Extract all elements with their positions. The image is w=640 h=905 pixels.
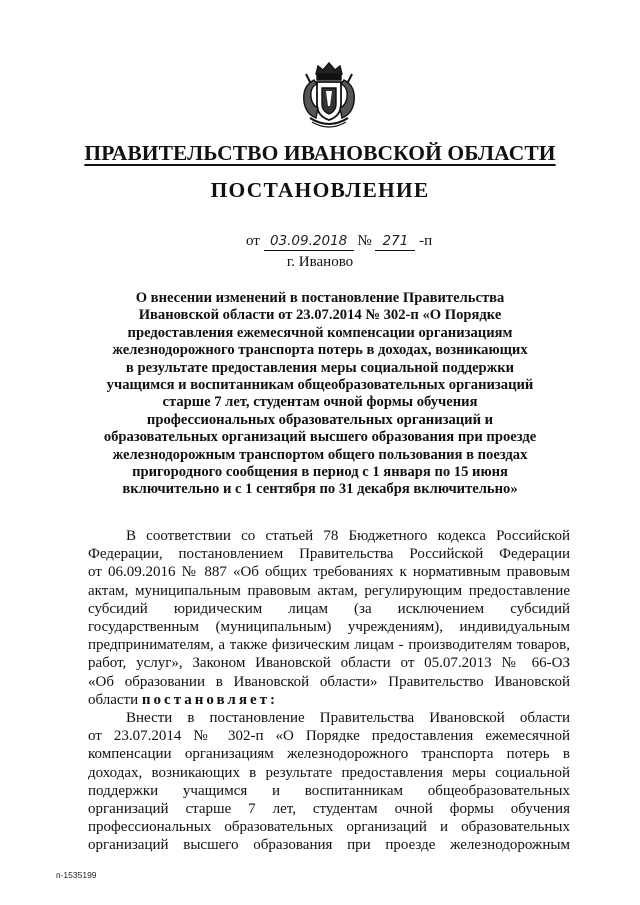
paragraph2-line: Внести в постановление Правительства Ивановской области bbox=[126, 710, 570, 727]
paragraph2-line: от 23.07.2014 № 302-п «О Порядке предоставления ежемесячной bbox=[88, 728, 570, 745]
body-line: от 06.09.2016 № 887 «Об общих требованиях к нормативным правовым bbox=[88, 564, 570, 581]
title-line: железнодорожным транспортом общего пользования в поездах bbox=[112, 446, 528, 463]
coat-of-arms-icon bbox=[296, 60, 362, 130]
body-line-resolves bbox=[88, 691, 570, 709]
organization-title: ПРАВИТЕЛЬСТВО ИВАНОВСКОЙ ОБЛАСТИ bbox=[84, 141, 556, 165]
body-line: Федерации, постановлением Правительства Российской Федерации bbox=[88, 546, 570, 563]
body-line: В соответствии со статьей 78 Бюджетного кодекса Российской bbox=[126, 528, 570, 544]
title-line: старше 7 лет, студентам очной формы обучения bbox=[162, 394, 478, 411]
title-line: железнодорожного транспорта потерь в доходах, возникающих bbox=[112, 342, 528, 359]
date-number-line bbox=[246, 232, 432, 251]
number-sign: № bbox=[357, 233, 372, 249]
title-line: в результате предоставления меры социальной поддержки bbox=[125, 359, 515, 376]
number-suffix: -п bbox=[419, 233, 433, 249]
body-line: субсидий юридическим лицам (за исключением субсидий bbox=[88, 600, 570, 617]
paragraph2-line: организаций высшего образования при проезде железнодорожным bbox=[88, 837, 570, 854]
paragraph2-line: организаций старше 7 лет, студентам очной формы обучения bbox=[88, 801, 570, 818]
body-last-prefix: области bbox=[88, 691, 139, 708]
title-line: Ивановской области от 23.07.2014 № 302-п «О Порядке bbox=[138, 307, 502, 324]
title-line: предоставления ежемесячной компенсации организациям bbox=[127, 324, 513, 341]
title-line: О внесении изменений в постановление Правительства bbox=[135, 290, 505, 306]
document-type-heading: ПОСТАНОВЛЕНИЕ bbox=[210, 178, 430, 202]
paragraph2-line: поддержки учащимся и воспитанникам общеобразовательных bbox=[88, 782, 570, 799]
paragraph2-line: профессиональных образовательных организаций и образовательных bbox=[88, 819, 570, 836]
handwritten-date: 03.09.2018 bbox=[264, 232, 354, 251]
title-line: профессиональных образовательных организаций и bbox=[146, 411, 494, 428]
title-line: учащимся и воспитанникам общеобразовательных организаций bbox=[106, 377, 534, 394]
body-line: работ, услуг», Законом Ивановской области от 05.07.2013 № 66-ОЗ bbox=[88, 655, 570, 672]
body-line: «Об образовании в Ивановской области» Правительство Ивановской bbox=[88, 673, 570, 690]
date-prefix: от bbox=[246, 233, 260, 249]
title-line: образовательных организаций высшего образования при проезде bbox=[103, 429, 537, 446]
body-line: актам, муниципальным правовым актам, регулирующим предоставление bbox=[88, 582, 570, 599]
handwritten-number: 271 bbox=[375, 232, 415, 251]
title-line: включительно и с 1 сентября по 31 декабря включительно» bbox=[122, 481, 518, 498]
title-line: пригородного сообщения в период с 1 января по 15 июня bbox=[132, 464, 508, 481]
city-label: г. Иваново bbox=[286, 254, 354, 270]
body-line: предпринимателям, а также физическим лицам - производителям товаров, bbox=[88, 637, 570, 654]
resolution-title bbox=[100, 290, 540, 499]
paragraph2-line: компенсации организациям железнодорожного транспорта потерь в bbox=[88, 746, 570, 763]
body-line: государственным (муниципальным) учреждениям), индивидуальным bbox=[88, 619, 570, 636]
paragraph2-line: доходах, возникающих в результате предоставления меры социальной bbox=[88, 764, 570, 781]
resolves-emphasis: постановляет: bbox=[141, 691, 278, 708]
document-code: п-1535199 bbox=[56, 870, 97, 880]
body-text bbox=[88, 527, 570, 855]
